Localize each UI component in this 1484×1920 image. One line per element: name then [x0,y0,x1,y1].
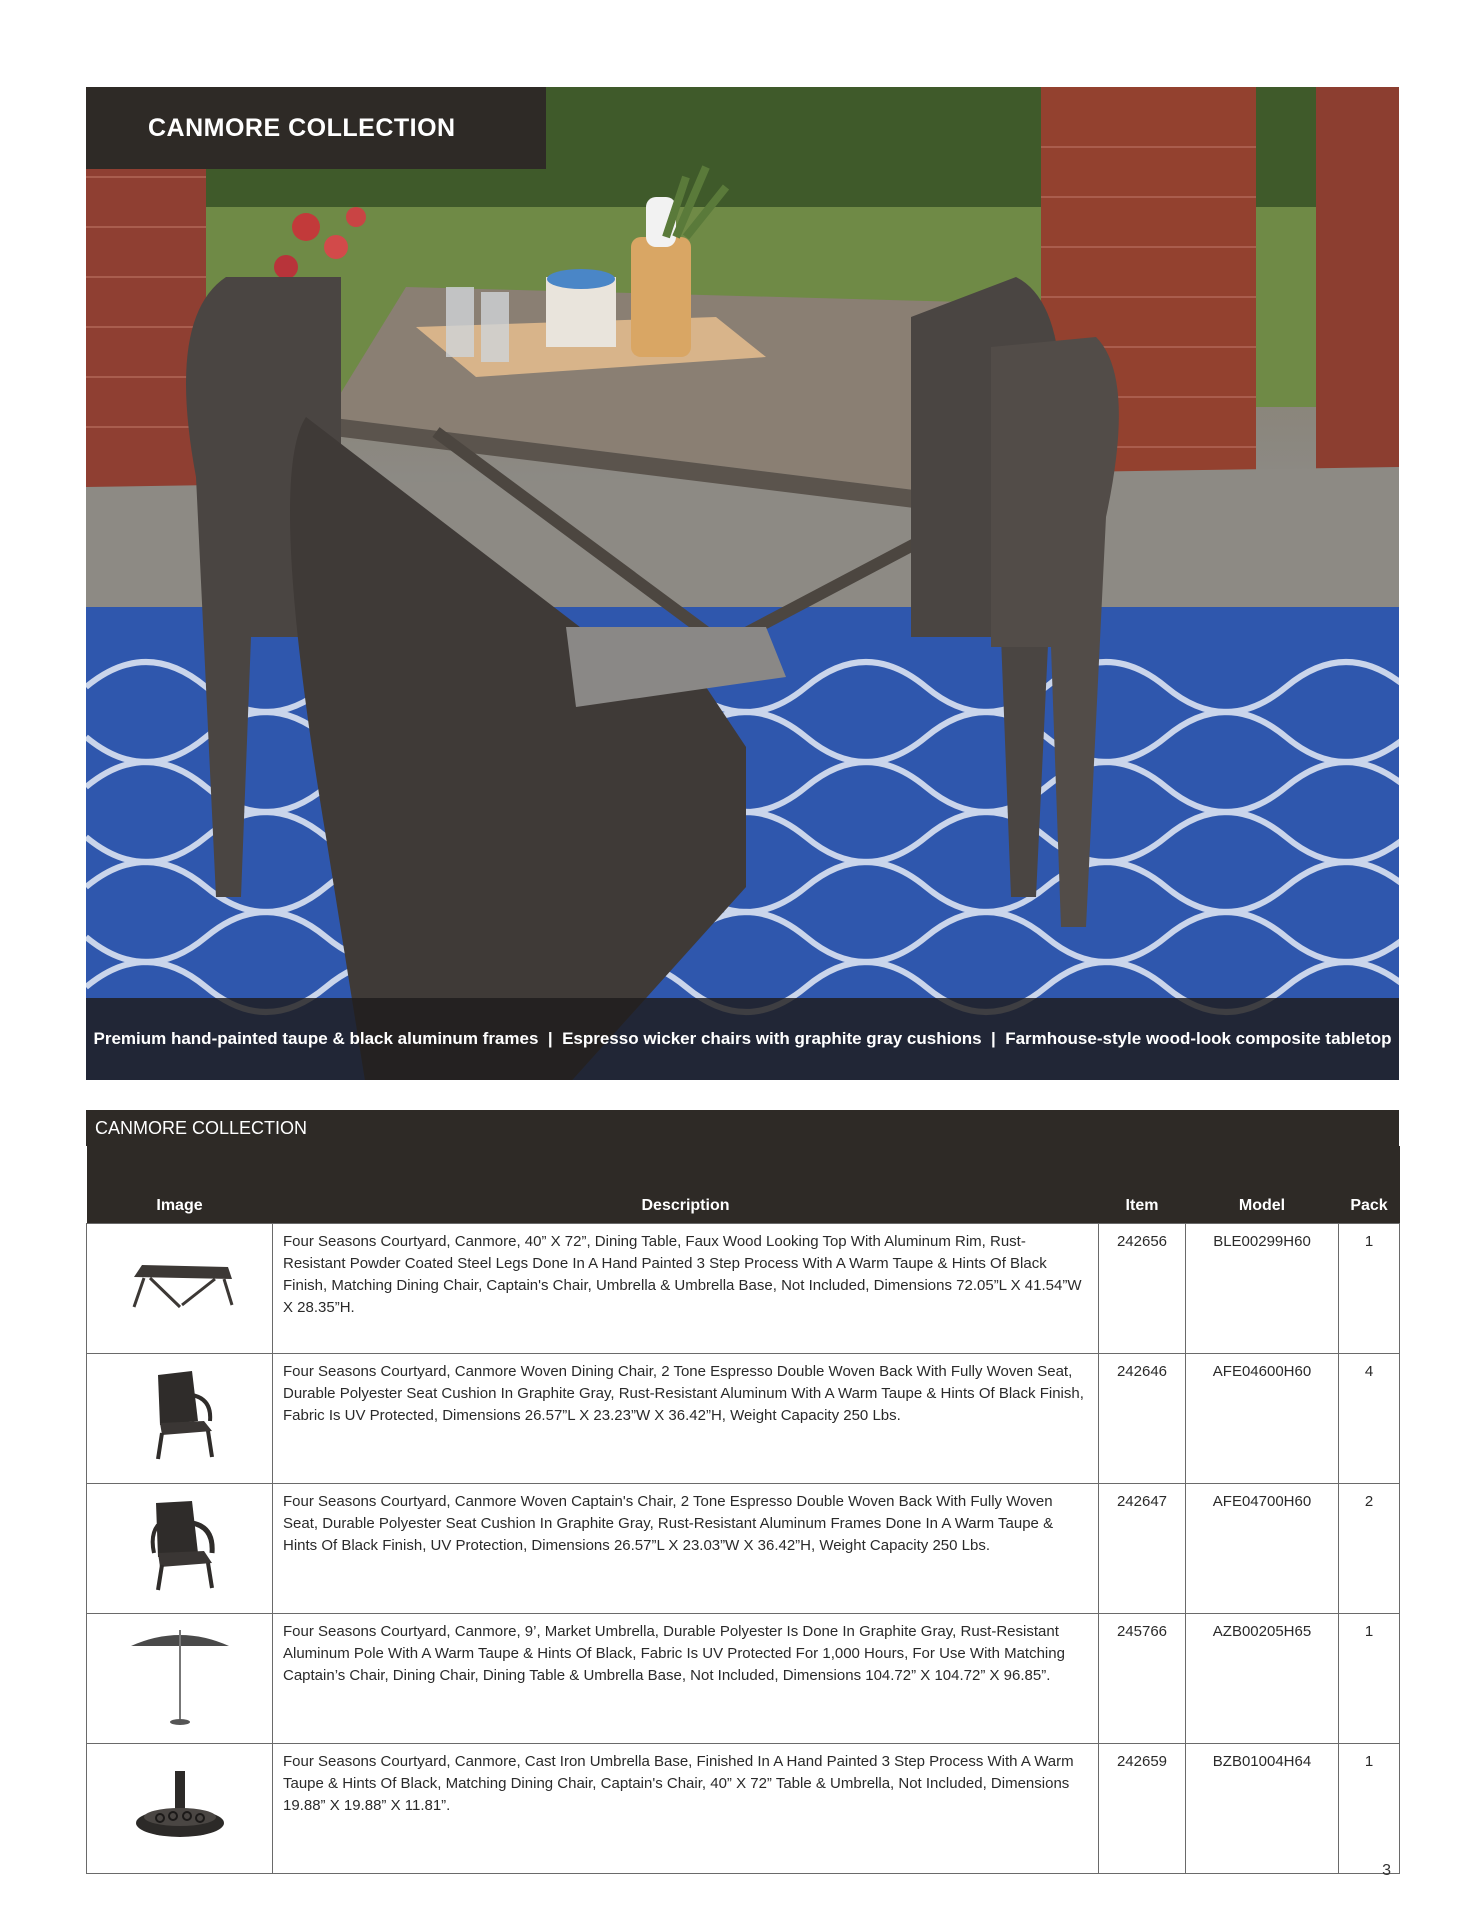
product-image-cell [87,1224,273,1354]
product-pack: 2 [1339,1484,1400,1614]
feature-caption: Premium hand-painted taupe & black aluminum frames | Espresso wicker chairs with graphite gray cushions | Farmhouse-style wood-look composite tabletop [93,1029,1392,1048]
page-number: 3 [1382,1862,1391,1879]
table-row [87,1744,1400,1874]
dining-chair-icon [140,1365,220,1465]
table-row [87,1484,1400,1614]
product-description: Four Seasons Courtyard, Canmore, 9’, Market Umbrella, Durable Polyester Is Done In Graphite Gray, Rust-Resistant Aluminum Pole With A Warm Taupe & Hints Of Black, Fabric Is UV Protected For 1,000 Hours, For Use With Matching Captain’s Chair, Dining Chair, Dining Table & Umbrella Base, Not Included, Dimensions 104.72” X 104.72” X 96.85”. [273,1614,1099,1744]
table-row [87,1224,1400,1354]
table-header-row [87,1146,1400,1224]
product-model: BLE00299H60 [1186,1224,1339,1354]
header-item: Item [1099,1146,1186,1224]
patio-dining-scene-image [86,87,1399,1080]
product-model: AFE04600H60 [1186,1354,1339,1484]
hero-photo [86,87,1399,1080]
header-model: Model [1186,1146,1339,1224]
product-description: Four Seasons Courtyard, Canmore, Cast Iron Umbrella Base, Finished In A Hand Painted 3 Step Process With A Warm Taupe & Hints Of Black, Matching Dining Chair, Captain's Chair, 40” X 72” Table & Umbrella, Not Included, Dimensions 19.88” X 19.88” X 11.81”. [273,1744,1099,1874]
product-table-section [86,1110,1399,1874]
product-description: Four Seasons Courtyard, Canmore Woven Dining Chair, 2 Tone Espresso Double Woven Back With Fully Woven Seat, Durable Polyester Seat Cushion In Graphite Gray, Rust-Resistant Aluminum With A Warm Taupe & Hints Of Black Finish, Fabric Is UV Protected, Dimensions 26.57”L X 23.23”W X 36.42”H, Weight Capacity 250 Lbs. [273,1354,1099,1484]
dining-table-icon [120,1245,240,1325]
product-item-number: 245766 [1099,1614,1186,1744]
product-image-cell [87,1744,273,1874]
collection-title: CANMORE COLLECTION [148,113,456,142]
product-description: Four Seasons Courtyard, Canmore Woven Captain's Chair, 2 Tone Espresso Double Woven Back With Fully Woven Seat, Durable Polyester Seat Cushion In Graphite Gray, Rust-Resistant Aluminum Frames Done In A Warm Taupe & Hints Of Black Finish, UV Protection, Dimensions 26.57”L X 23.03”W X 36.42”H, Weight Capacity 250 Lbs. [273,1484,1099,1614]
product-description: Four Seasons Courtyard, Canmore, 40” X 72”, Dining Table, Faux Wood Looking Top With Aluminum Rim, Rust-Resistant Powder Coated Steel Legs Done In A Hand Painted 3 Step Process With A Warm Taupe & Hints Of Black Finish, Matching Dining Chair, Captain's Chair, Umbrella & Umbrella Base, Not Included, Dimensions 72.05”L X 41.54”W X 28.35”H. [273,1224,1099,1354]
product-item-number: 242647 [1099,1484,1186,1614]
product-item-number: 242656 [1099,1224,1186,1354]
product-table [86,1146,1400,1874]
collection-title-badge [86,87,546,169]
header-pack: Pack [1339,1146,1400,1224]
captains-chair-icon [140,1495,220,1595]
table-row [87,1614,1400,1744]
product-image-cell [87,1614,273,1744]
product-pack: 4 [1339,1354,1400,1484]
umbrella-base-icon [125,1765,235,1845]
table-row [87,1354,1400,1484]
product-item-number: 242646 [1099,1354,1186,1484]
feature-caption-bar [86,998,1399,1080]
product-item-number: 242659 [1099,1744,1186,1874]
product-pack: 1 [1339,1744,1400,1874]
product-image-cell [87,1354,273,1484]
product-model: AZB00205H65 [1186,1614,1339,1744]
header-image: Image [87,1146,273,1224]
header-description: Description [273,1146,1099,1224]
product-pack: 1 [1339,1614,1400,1744]
table-title: CANMORE COLLECTION [86,1110,1399,1146]
product-model: BZB01004H64 [1186,1744,1339,1874]
market-umbrella-icon [125,1620,235,1730]
product-pack: 1 [1339,1224,1400,1354]
product-image-cell [87,1484,273,1614]
product-model: AFE04700H60 [1186,1484,1339,1614]
